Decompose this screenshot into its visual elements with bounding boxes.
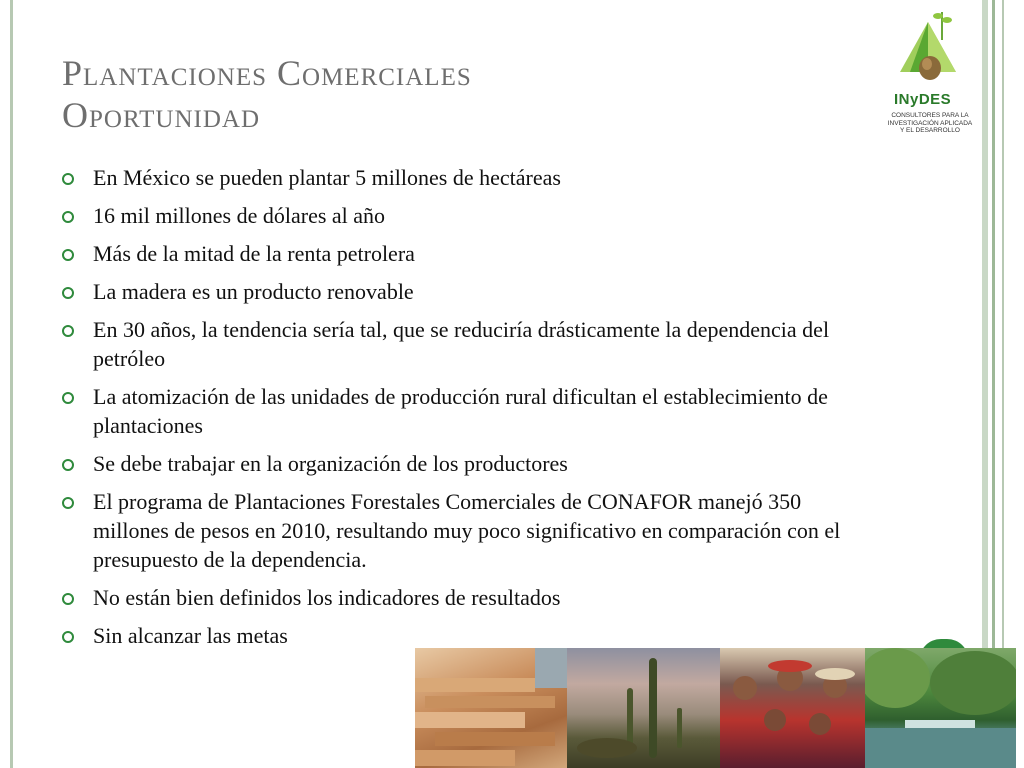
bullet-item — [62, 487, 872, 574]
slide-title-line-2: Oportunidad — [62, 95, 260, 135]
bullet-item — [62, 583, 872, 612]
lumber-photo — [415, 648, 567, 768]
bullet-text: En México se pueden plantar 5 millones de hectáreas — [93, 165, 561, 190]
bullet-text: Sin alcanzar las metas — [93, 623, 288, 648]
bullet-circle-icon — [62, 249, 74, 261]
bullet-item — [62, 277, 872, 306]
logo-name: INyDES — [894, 91, 952, 108]
logo-subtitle-line-1: CONSULTORES PARA LA — [891, 112, 969, 119]
indigenous-people-photo — [720, 648, 865, 768]
bullet-text: En 30 años, la tendencia sería tal, que se reduciría drásticamente la dependencia del petróleo — [93, 317, 830, 371]
bullet-text: No están bien definidos los indicadores de resultados — [93, 585, 561, 610]
bullet-list — [62, 163, 872, 659]
photo-strip — [415, 648, 1016, 768]
bullet-circle-icon — [62, 173, 74, 185]
bullet-text: Más de la mitad de la renta petrolera — [93, 241, 415, 266]
bullet-text: El programa de Plantaciones Forestales Comerciales de CONAFOR manejó 350 millones de pesos en 2010, resultando muy poco significativo en comparación con el presupuesto de la dependencia. — [93, 489, 841, 572]
bullet-circle-icon — [62, 459, 74, 471]
logo-subtitle-line-2: INVESTIGACIÓN APLICADA — [887, 119, 973, 127]
river-forest-photo — [865, 648, 1016, 768]
bullet-item — [62, 201, 872, 230]
bullet-circle-icon — [62, 593, 74, 605]
bullet-circle-icon — [62, 211, 74, 223]
bullet-item — [62, 315, 872, 373]
cactus-landscape-photo — [567, 648, 720, 768]
bullet-text: 16 mil millones de dólares al año — [93, 203, 386, 228]
bullet-item — [62, 239, 872, 268]
bullet-text: La madera es un producto renovable — [93, 279, 414, 304]
logo-subtitle-line-3: Y EL DESARROLLO — [900, 127, 960, 134]
slide-title — [62, 52, 472, 136]
bullet-circle-icon — [62, 631, 74, 643]
bullet-text: Se debe trabajar en la organización de los productores — [93, 451, 568, 476]
bullet-circle-icon — [62, 287, 74, 299]
bullet-circle-icon — [62, 392, 74, 404]
bullet-circle-icon — [62, 325, 74, 337]
slide-title-line-1: Plantaciones Comerciales — [62, 53, 472, 93]
bullet-item — [62, 449, 872, 478]
left-frame-line — [10, 0, 13, 768]
logo-subtitle — [880, 112, 980, 135]
bullet-item — [62, 163, 872, 192]
bullet-text: La atomización de las unidades de producción rural dificultan el establecimiento de plantaciones — [93, 384, 828, 438]
bullet-item — [62, 621, 872, 650]
bullet-item — [62, 382, 872, 440]
bullet-circle-icon — [62, 497, 74, 509]
